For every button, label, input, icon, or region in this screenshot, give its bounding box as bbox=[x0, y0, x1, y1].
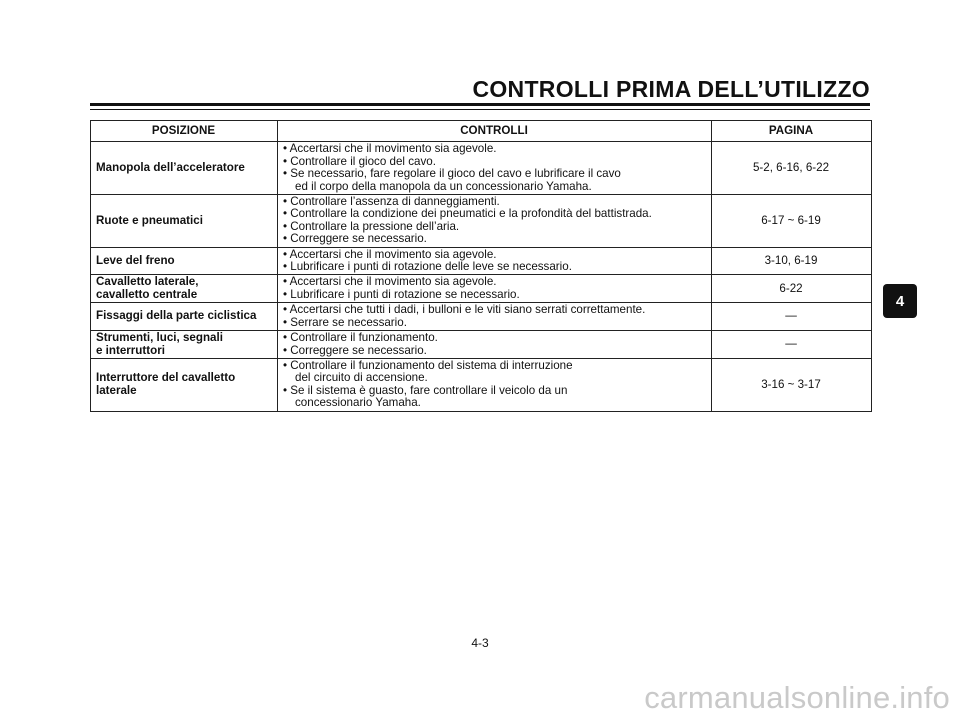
checks-table bbox=[90, 120, 872, 412]
position-line: laterale bbox=[96, 383, 137, 397]
check-line: • Accertarsi che il movimento sia agevole. bbox=[283, 247, 497, 261]
check-line: • Se necessario, fare regolare il gioco del cavo e lubrificare il cavo bbox=[283, 167, 621, 181]
table-row bbox=[91, 195, 872, 248]
position-cell bbox=[91, 142, 278, 195]
page-title: CONTROLLI PRIMA DELL’UTILIZZO bbox=[472, 76, 870, 102]
table-row bbox=[91, 247, 872, 275]
check-line-continued: concessionario Yamaha. bbox=[295, 396, 421, 410]
page-cell: — bbox=[712, 303, 872, 331]
position-line: Strumenti, luci, segnali bbox=[96, 331, 223, 345]
position-cell bbox=[91, 358, 278, 411]
position-line: cavalletto centrale bbox=[96, 287, 198, 301]
page-cell: — bbox=[712, 331, 872, 359]
check-item bbox=[283, 317, 705, 329]
table-row bbox=[91, 275, 872, 303]
check-line: • Controllare il funzionamento del sistema di interruzione bbox=[283, 358, 573, 372]
page-cell: 5-2, 6-16, 6-22 bbox=[712, 142, 872, 195]
position-line: Interruttore del cavalletto bbox=[96, 371, 236, 385]
checks-cell bbox=[278, 247, 712, 275]
header-rule-thick bbox=[90, 103, 870, 106]
position-line: Manopola dell’acceleratore bbox=[96, 161, 245, 175]
check-item bbox=[283, 233, 705, 245]
check-line: • Controllare l’assenza di danneggiamenti. bbox=[283, 195, 500, 209]
check-line: • Controllare la pressione dell’aria. bbox=[283, 219, 460, 233]
position-line: Leve del freno bbox=[96, 253, 175, 267]
position-cell bbox=[91, 195, 278, 248]
position-cell bbox=[91, 331, 278, 359]
position-line: Cavalletto laterale, bbox=[96, 275, 199, 289]
checks-cell bbox=[278, 358, 712, 411]
check-line: • Lubrificare i punti di rotazione se necessario. bbox=[283, 287, 520, 301]
position-cell bbox=[91, 275, 278, 303]
table-row bbox=[91, 331, 872, 359]
check-line: • Accertarsi che il movimento sia agevole. bbox=[283, 142, 497, 156]
chapter-tab: 4 bbox=[883, 284, 917, 318]
check-line: • Controllare il gioco del cavo. bbox=[283, 154, 436, 168]
check-item bbox=[283, 261, 705, 273]
table-row bbox=[91, 303, 872, 331]
position-cell bbox=[91, 303, 278, 331]
check-line: • Accertarsi che tutti i dadi, i bulloni e le viti siano serrati correttamente. bbox=[283, 303, 646, 317]
page-cell: 6-17 ~ 6-19 bbox=[712, 195, 872, 248]
table-row bbox=[91, 142, 872, 195]
position-cell bbox=[91, 247, 278, 275]
check-line: • Serrare se necessario. bbox=[283, 315, 407, 329]
check-line: • Accertarsi che il movimento sia agevole. bbox=[283, 275, 497, 289]
checks-cell bbox=[278, 195, 712, 248]
position-line: e interruttori bbox=[96, 343, 165, 357]
check-item bbox=[283, 345, 705, 357]
column-header-checks: CONTROLLI bbox=[278, 121, 712, 142]
page-number: 4-3 bbox=[471, 636, 489, 650]
position-line: Fissaggi della parte ciclistica bbox=[96, 309, 257, 323]
check-line: • Controllare il funzionamento. bbox=[283, 331, 438, 345]
page-cell: 3-10, 6-19 bbox=[712, 247, 872, 275]
column-header-page: PAGINA bbox=[712, 121, 872, 142]
check-line-continued: ed il corpo della manopola da un concessionario Yamaha. bbox=[295, 179, 592, 193]
check-item bbox=[283, 289, 705, 301]
check-line: • Correggere se necessario. bbox=[283, 232, 427, 246]
check-item bbox=[283, 385, 705, 410]
position-line: Ruote e pneumatici bbox=[96, 213, 203, 227]
check-item bbox=[283, 168, 705, 193]
check-line: • Correggere se necessario. bbox=[283, 343, 427, 357]
check-line-continued: del circuito di accensione. bbox=[295, 371, 428, 385]
table-row bbox=[91, 358, 872, 411]
column-header-position: POSIZIONE bbox=[91, 121, 278, 142]
page-cell: 6-22 bbox=[712, 275, 872, 303]
watermark: carmanualsonline.info bbox=[644, 680, 950, 715]
check-item bbox=[283, 360, 705, 385]
checks-cell bbox=[278, 275, 712, 303]
check-line: • Controllare la condizione dei pneumatici e la profondità del battistrada. bbox=[283, 207, 652, 221]
table-header-row bbox=[91, 121, 872, 142]
checks-cell bbox=[278, 303, 712, 331]
checks-cell bbox=[278, 331, 712, 359]
check-line: • Lubrificare i punti di rotazione delle leve se necessario. bbox=[283, 260, 572, 274]
page-cell: 3-16 ~ 3-17 bbox=[712, 358, 872, 411]
table-body bbox=[91, 142, 872, 411]
header-rule-thin bbox=[90, 109, 870, 110]
check-line: • Se il sistema è guasto, fare controllare il veicolo da un bbox=[283, 383, 568, 397]
checks-cell bbox=[278, 142, 712, 195]
